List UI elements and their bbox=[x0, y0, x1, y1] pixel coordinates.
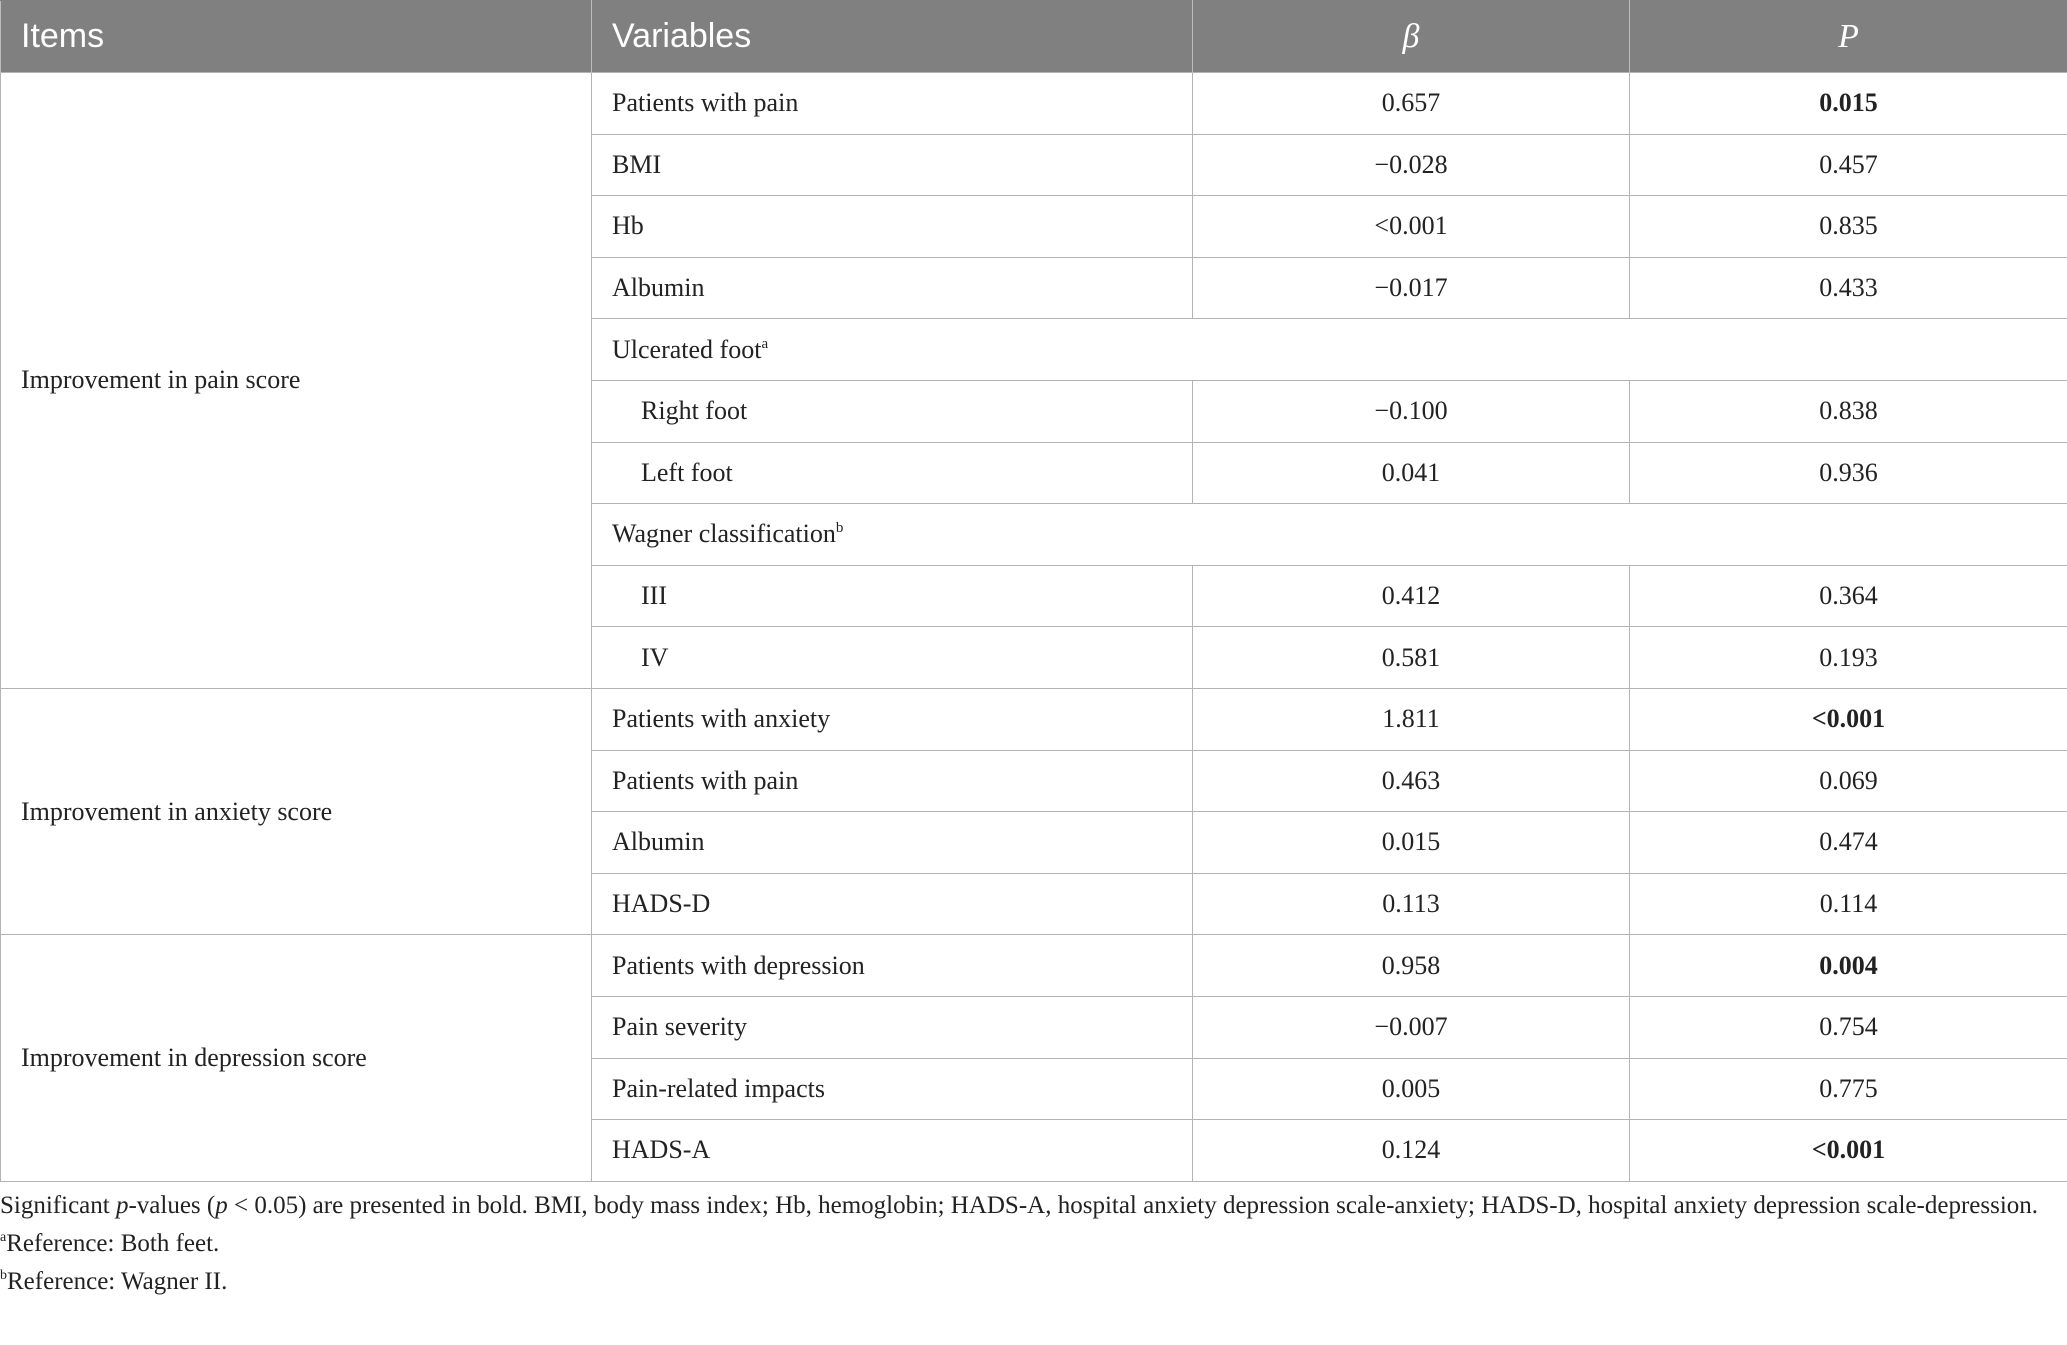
variable-cell bbox=[592, 134, 1193, 196]
significance-note bbox=[0, 1187, 2060, 1225]
variable-cell bbox=[592, 750, 1193, 812]
header-beta: β bbox=[1193, 1, 1630, 73]
footnote-b bbox=[0, 1263, 2060, 1301]
note-text: -values ( bbox=[128, 1192, 216, 1219]
p-value-cell: 0.775 bbox=[1630, 1058, 2067, 1120]
variable-cell bbox=[592, 935, 1193, 997]
beta-cell: <0.001 bbox=[1193, 196, 1630, 258]
p-value-cell: 0.364 bbox=[1630, 565, 2067, 627]
beta-cell: 0.124 bbox=[1193, 1120, 1630, 1182]
beta-cell: 0.015 bbox=[1193, 812, 1630, 874]
footnote-a bbox=[0, 1225, 2060, 1263]
variable-cell bbox=[592, 380, 1193, 442]
variable-cell bbox=[592, 504, 2067, 566]
variable-cell bbox=[592, 196, 1193, 258]
variable-label: Patients with depression bbox=[612, 950, 865, 980]
footnote-marker: a bbox=[761, 335, 769, 352]
variable-label: Right foot bbox=[641, 396, 748, 426]
beta-cell: 0.113 bbox=[1193, 873, 1630, 935]
variable-cell bbox=[592, 442, 1193, 504]
note-italic-p: p bbox=[215, 1192, 228, 1219]
variable-label: Hb bbox=[612, 211, 644, 241]
variable-label: Pain severity bbox=[612, 1012, 748, 1042]
p-value-cell: 0.754 bbox=[1630, 996, 2067, 1058]
variable-label: Albumin bbox=[612, 827, 705, 857]
item-group-label: Improvement in pain score bbox=[1, 73, 592, 689]
variable-label: Albumin bbox=[612, 273, 705, 303]
note-text: Significant bbox=[0, 1192, 116, 1219]
table-row bbox=[1, 73, 2067, 135]
beta-cell: 0.041 bbox=[1193, 442, 1630, 504]
footnote-a-text: Reference: Both feet. bbox=[6, 1230, 220, 1257]
beta-cell: 1.811 bbox=[1193, 688, 1630, 750]
header-row bbox=[1, 1, 2067, 73]
footnote-b-mark: b bbox=[0, 1268, 7, 1283]
p-value-cell: <0.001 bbox=[1630, 1120, 2067, 1182]
note-text: < 0.05) are presented in bold. BMI, body mass index; Hb, hemoglobin; HADS-A, hospital anxiety depression scale-anxiety; HADS-D, hospital anxiety depression scale-depression. bbox=[227, 1192, 2039, 1219]
p-value-cell: 0.069 bbox=[1630, 750, 2067, 812]
variable-cell bbox=[592, 565, 1193, 627]
item-group-label: Improvement in depression score bbox=[1, 935, 592, 1181]
p-value-cell: 0.015 bbox=[1630, 73, 2067, 135]
variable-label: Patients with pain bbox=[612, 765, 799, 795]
note-italic-p: p bbox=[115, 1192, 129, 1219]
variable-label: Wagner classification bbox=[612, 519, 836, 549]
variable-label: Left foot bbox=[641, 457, 733, 487]
p-value-cell: 0.193 bbox=[1630, 627, 2067, 689]
beta-cell: 0.657 bbox=[1193, 73, 1630, 135]
beta-cell: 0.412 bbox=[1193, 565, 1630, 627]
beta-cell: −0.100 bbox=[1193, 380, 1630, 442]
p-value-cell: <0.001 bbox=[1630, 688, 2067, 750]
variable-label: Patients with pain bbox=[612, 88, 799, 118]
beta-cell: −0.017 bbox=[1193, 257, 1630, 319]
table-body bbox=[1, 73, 2067, 1182]
variable-cell bbox=[592, 688, 1193, 750]
variable-label: IV bbox=[641, 642, 669, 672]
variable-label: HADS-D bbox=[612, 889, 711, 919]
variable-label: HADS-A bbox=[612, 1135, 711, 1165]
footnote-b-text: Reference: Wagner II. bbox=[7, 1268, 228, 1295]
variable-cell bbox=[592, 73, 1193, 135]
footnote-a-mark: a bbox=[0, 1230, 7, 1245]
variable-cell bbox=[592, 257, 1193, 319]
table-notes bbox=[0, 1187, 2060, 1301]
item-group-label: Improvement in anxiety score bbox=[1, 688, 592, 934]
beta-cell: −0.028 bbox=[1193, 134, 1630, 196]
variable-cell bbox=[592, 812, 1193, 874]
beta-cell: 0.005 bbox=[1193, 1058, 1630, 1120]
p-value-cell: 0.433 bbox=[1630, 257, 2067, 319]
p-value-cell: 0.838 bbox=[1630, 380, 2067, 442]
beta-cell: 0.463 bbox=[1193, 750, 1630, 812]
beta-cell: 0.958 bbox=[1193, 935, 1630, 997]
variable-label: III bbox=[641, 581, 667, 611]
p-value-cell: 0.474 bbox=[1630, 812, 2067, 874]
variable-label: Ulcerated foot bbox=[612, 334, 762, 364]
variable-cell bbox=[592, 1058, 1193, 1120]
variable-label: BMI bbox=[612, 149, 662, 179]
variable-cell bbox=[592, 873, 1193, 935]
variable-cell bbox=[592, 996, 1193, 1058]
beta-cell: 0.581 bbox=[1193, 627, 1630, 689]
p-value-cell: 0.457 bbox=[1630, 134, 2067, 196]
footnote-marker: b bbox=[835, 520, 844, 537]
variable-cell bbox=[592, 627, 1193, 689]
header-variables: Variables bbox=[592, 1, 1193, 73]
p-value-cell: 0.004 bbox=[1630, 935, 2067, 997]
p-value-cell: 0.835 bbox=[1630, 196, 2067, 258]
variable-label: Patients with anxiety bbox=[612, 704, 831, 734]
p-value-cell: 0.114 bbox=[1630, 873, 2067, 935]
header-p: P bbox=[1630, 1, 2067, 73]
beta-cell: −0.007 bbox=[1193, 996, 1630, 1058]
header-items: Items bbox=[1, 1, 592, 73]
table-row bbox=[1, 688, 2067, 750]
table-row bbox=[1, 935, 2067, 997]
variable-cell bbox=[592, 319, 2067, 381]
p-value-cell: 0.936 bbox=[1630, 442, 2067, 504]
variable-label: Pain-related impacts bbox=[612, 1073, 825, 1103]
variable-cell bbox=[592, 1120, 1193, 1182]
